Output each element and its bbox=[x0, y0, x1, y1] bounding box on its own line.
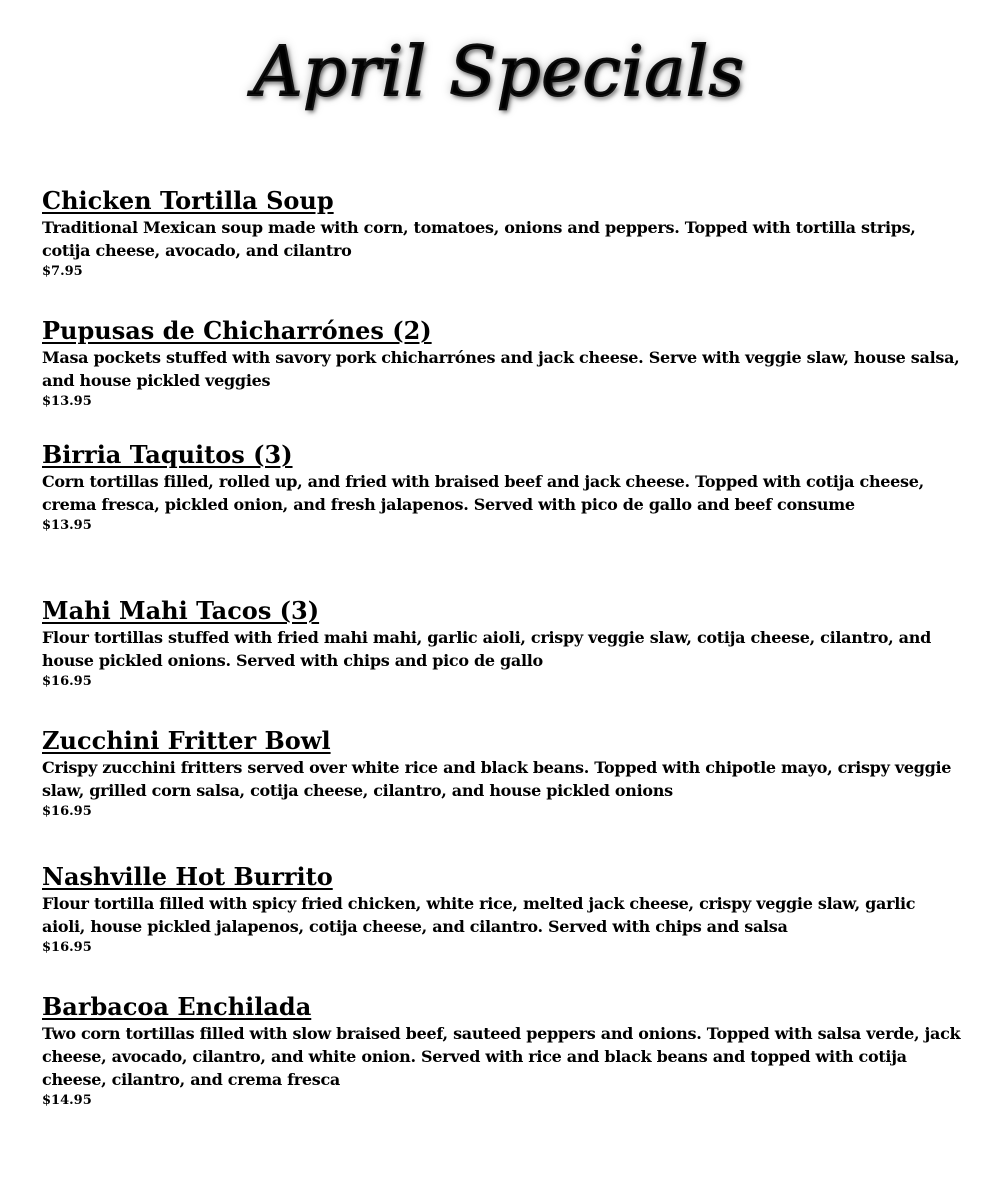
menu-item-barbacoa-enchilada bbox=[42, 992, 962, 1111]
menu-item-description: Masa pockets stuffed with savory pork chicharrónes and jack cheese. Serve with veggie slaw, house salsa, and house pickled veggies bbox=[42, 348, 960, 390]
menu-item-name: Birria Taquitos (3) bbox=[42, 440, 293, 469]
menu-item-name: Barbacoa Enchilada bbox=[42, 992, 312, 1021]
menu-item-price: $13.95 bbox=[42, 394, 92, 409]
menu-item-name: Nashville Hot Burrito bbox=[42, 862, 333, 891]
menu-item-chicken-tortilla-soup bbox=[42, 186, 962, 282]
menu-item-price: $16.95 bbox=[42, 804, 92, 819]
menu-item-price: $14.95 bbox=[42, 1093, 92, 1108]
menu-item-price: $13.95 bbox=[42, 518, 92, 533]
menu-item-description: Traditional Mexican soup made with corn, tomatoes, onions and peppers. Topped with tortilla strips, cotija cheese, avocado, and cilantro bbox=[42, 218, 916, 260]
menu-item-price: $16.95 bbox=[42, 674, 92, 689]
menu-item-pupusas bbox=[42, 316, 962, 412]
menu-item-name: Chicken Tortilla Soup bbox=[42, 186, 334, 215]
menu-item-price: $7.95 bbox=[42, 264, 83, 279]
page-title-text: April Specials bbox=[253, 33, 745, 112]
menu-item-price: $16.95 bbox=[42, 940, 92, 955]
menu-item-nashville-hot-burrito bbox=[42, 862, 962, 958]
menu-item-name: Mahi Mahi Tacos (3) bbox=[42, 596, 320, 625]
menu-item-name: Pupusas de Chicharrónes (2) bbox=[42, 316, 432, 345]
page-title bbox=[0, 28, 998, 118]
menu-item-name: Zucchini Fritter Bowl bbox=[42, 726, 331, 755]
menu-item-description: Crispy zucchini fritters served over white rice and black beans. Topped with chipotle mayo, crispy veggie slaw, grilled corn salsa, cotija cheese, cilantro, and house pickled onions bbox=[42, 758, 952, 800]
menu-item-description: Corn tortillas filled, rolled up, and fried with braised beef and jack cheese. Topped with cotija cheese, crema fresca, pickled onion, and fresh jalapenos. Served with pico de gallo and beef consume bbox=[42, 472, 924, 514]
menu-item-description: Two corn tortillas filled with slow braised beef, sauteed peppers and onions. Topped with salsa verde, jack cheese, avocado, cilantro, and white onion. Served with rice and black beans and topped with cotija cheese, cilantro, and crema fresca bbox=[42, 1024, 961, 1089]
menu-item-birria-taquitos bbox=[42, 440, 962, 536]
menu-item-mahi-mahi-tacos bbox=[42, 596, 962, 692]
menu-item-description: Flour tortilla filled with spicy fried chicken, white rice, melted jack cheese, crispy veggie slaw, garlic aioli, house pickled jalapenos, cotija cheese, and cilantro. Served with chips and salsa bbox=[42, 894, 916, 936]
menu-item-zucchini-fritter-bowl bbox=[42, 726, 962, 822]
menu-item-description: Flour tortillas stuffed with fried mahi mahi, garlic aioli, crispy veggie slaw, cotija cheese, cilantro, and house pickled onions. Served with chips and pico de gallo bbox=[42, 628, 931, 670]
